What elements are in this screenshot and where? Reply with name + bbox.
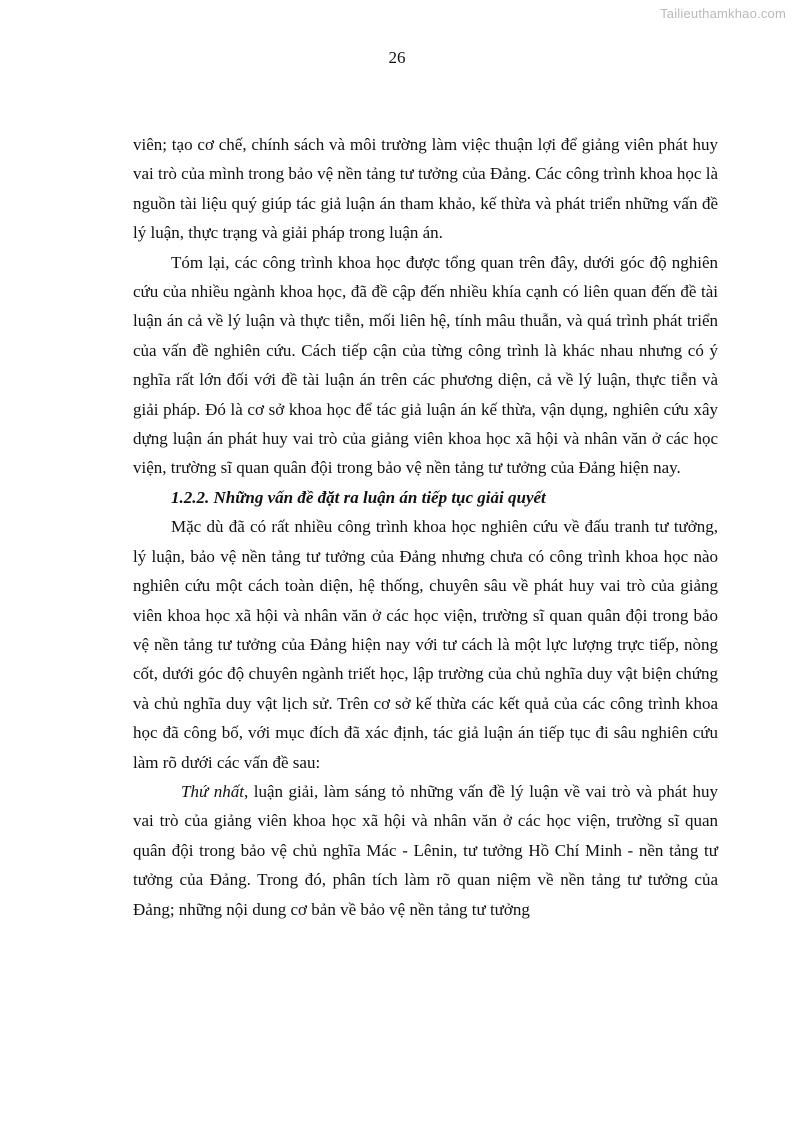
paragraph-summary: Tóm lại, các công trình khoa học được tổng quan trên đây, dưới góc độ nghiên cứu của nhiều ngành khoa học, đã đề cập đến nhiều khía cạnh có liên quan đến đề tài luận án cả về lý luận và thực tiễn, mối liên hệ, tính mâu thuẫn, và quá trình phát triển của vấn đề nghiên cứu. Cách tiếp cận của từng công trình là khác nhau nhưng có ý nghĩa rất lớn đối với đề tài luận án trên các phương diện, cả về lý luận, thực tiễn và giải pháp. Đó là cơ sở khoa học để tác giả luận án kế thừa, vận dụng, nghiên cứu xây dựng luận án phát huy vai trò của giảng viên khoa học xã hội và nhân văn ở các học viện, trường sĩ quan quân đội trong bảo vệ nền tảng tư tưởng của Đảng hiện nay. — [133, 252, 718, 478]
paragraph-first-point — [133, 777, 718, 924]
first-point-lead: Thứ nhất — [181, 781, 244, 801]
section-heading: 1.2.2. Những vấn đề đặt ra luận án tiếp tục giải quyết — [171, 487, 546, 507]
paragraph-continuation: viên; tạo cơ chế, chính sách và môi trường làm việc thuận lợi để giảng viên phát huy vai trò của mình trong bảo vệ nền tảng tư tưởng của Đảng. Các công trình khoa học là nguồn tài liệu quý giúp tác giả luận án tham khảo, kế thừa và phát triển những vấn đề lý luận, thực trạng và giải pháp trong luận án. — [133, 135, 718, 243]
watermark: Tailieuthamkhao.com — [660, 6, 786, 21]
first-point-text: , luận giải, làm sáng tỏ những vấn đề lý luận về vai trò và phát huy vai trò của giảng viên khoa học xã hội và nhân văn ở các học viện, trường sĩ quan quân đội trong bảo vệ chủ nghĩa Mác - Lênin, tư tưởng Hồ Chí Minh - nền tảng tư tưởng của Đảng. Trong đó, phân tích làm rõ quan niệm về nền tảng tư tưởng của Đảng; những nội dung cơ bản về bảo vệ nền tảng tư tưởng — [133, 781, 719, 919]
document-body — [133, 130, 718, 924]
paragraph-issues: Mặc dù đã có rất nhiều công trình khoa học nghiên cứu về đấu tranh tư tưởng, lý luận, bảo vệ nền tảng tư tưởng của Đảng nhưng chưa có công trình khoa học nào nghiên cứu một cách toàn diện, hệ thống, chuyên sâu về phát huy vai trò của giảng viên khoa học xã hội và nhân văn ở các học viện, trường sĩ quan quân đội trong bảo vệ nền tảng tư tưởng của Đảng hiện nay với tư cách là một lực lượng trực tiếp, nòng cốt, dưới góc độ chuyên ngành triết học, lập trường của chủ nghĩa duy vật biện chứng và chủ nghĩa duy vật lịch sử. Trên cơ sở kế thừa các kết quả của các công trình khoa học đã công bố, với mục đích đã xác định, tác giả luận án tiếp tục đi sâu nghiên cứu làm rõ dưới các vấn đề sau: — [133, 517, 718, 772]
page-number: 26 — [388, 48, 406, 67]
